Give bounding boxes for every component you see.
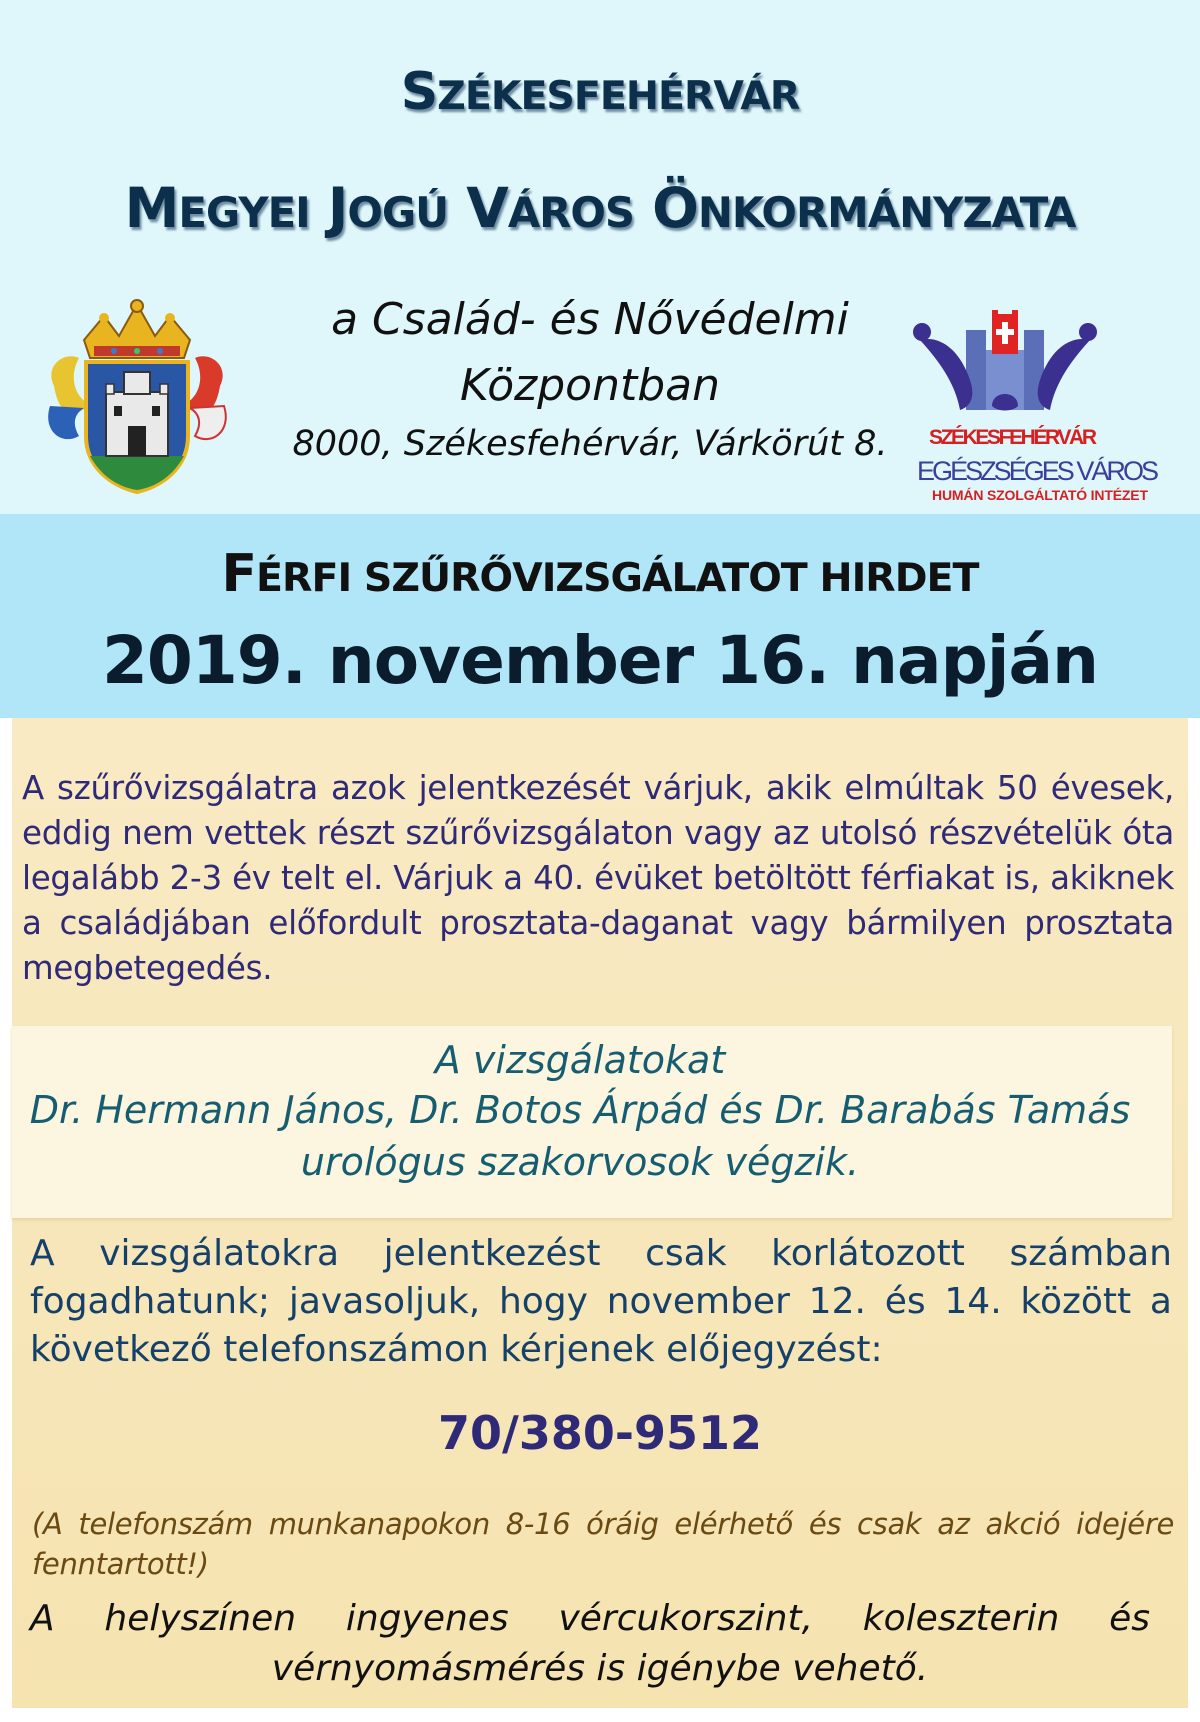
intro-paragraph: A szűrővizsgálatra azok jelentkezését várjuk, akik elmúltak 50 évesek, eddig nem vettek részt szűrővizsgálaton vagy az utolsó részvételük óta legalább 2-3 év telt el. Várjuk a 40. évüket betöltött férfiakat is, akiknek a családjában előfordult prosztata-daganat vagy bármilyen prosztata megbetegedés. xyxy=(22,769,1174,987)
logo-title-text: EGÉSZSÉGES VÁROS xyxy=(917,456,1159,486)
address-line1: a Család- és Nővédelmi xyxy=(331,294,849,345)
title-word: MEGYEI xyxy=(124,176,310,240)
address-line2: Központban xyxy=(459,360,721,411)
page-title-line2 xyxy=(0,176,1200,240)
title-word: ÖNKORMÁNYZATA xyxy=(652,176,1076,240)
title-word: VÁROS xyxy=(466,176,634,240)
doctors-line1: A vizsgálatokat xyxy=(434,1038,726,1082)
doctors-line2: Dr. Hermann János, Dr. Botos Árpád és Dr. Barabás Tamás xyxy=(29,1088,1131,1132)
doctors-line3: urológus szakorvosok végzik. xyxy=(300,1140,860,1184)
title-word: SZÉKESFEHÉRVÁR xyxy=(400,62,800,122)
logo-city-text: SZÉKESFEHÉRVÁR xyxy=(929,426,1097,449)
coat-of-arms-icon xyxy=(44,296,230,494)
title-word: JOGÚ xyxy=(327,176,449,240)
healthy-city-logo xyxy=(900,310,1176,506)
phone-note: (A telefonszám munkanapokon 8-16 óráig elérhető és csak az akció idejére fenntartott!) xyxy=(32,1507,1174,1581)
registration-paragraph: A vizsgálatokra jelentkezést csak korlátozott számban fogadhatunk; javasoljuk, hogy november 12. és 14. között a következő telefonszámon kérjenek előjegyzést: xyxy=(30,1233,1172,1370)
final-line1: A helyszínen ingyenes vércukorszint, koleszterin és xyxy=(30,1598,1150,1639)
page-title-line1 xyxy=(0,62,1200,122)
phone-number: 70/380-9512 xyxy=(438,1406,762,1460)
logo-subtitle-text: HUMÁN SZOLGÁLTATÓ INTÉZET xyxy=(932,487,1148,503)
address-line3: 8000, Székesfehérvár, Várkörút 8. xyxy=(292,424,888,464)
final-line2: vérnyomásmérés is igénybe vehető. xyxy=(271,1648,929,1689)
announcement-heading: FÉRFI SZŰRŐVIZSGÁLATOT HIRDET xyxy=(221,544,979,604)
announcement-date: 2019. november 16. napján xyxy=(102,622,1098,699)
